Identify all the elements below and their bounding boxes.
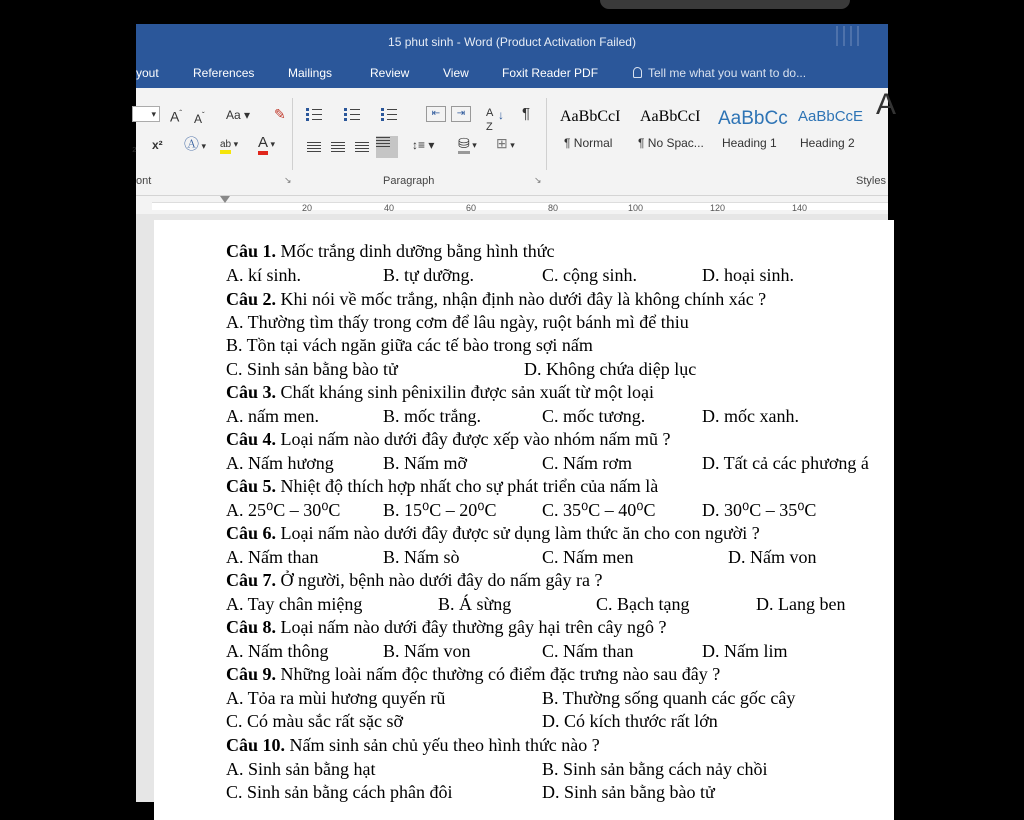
group-separator — [546, 98, 547, 170]
tab-references[interactable]: References — [193, 66, 255, 80]
tab-mailings[interactable]: Mailings — [288, 66, 333, 80]
document-area — [136, 214, 888, 802]
lightbulb-icon — [633, 67, 642, 78]
style-sample: AaBbCc — [718, 108, 788, 129]
highlight-color-icon[interactable]: ab ▾ — [220, 136, 238, 152]
ribbon-tab-bar — [136, 60, 888, 88]
ruler-mark: 60 — [466, 203, 477, 213]
sort-arrow: ↓ — [498, 108, 504, 122]
grow-font-icon[interactable]: $A^ˆ$ — [170, 108, 183, 125]
clear-formatting-icon[interactable]: ✎ — [274, 106, 286, 122]
style-name: ¶ No Spac... — [638, 136, 704, 150]
tell-me-text: Tell me what you want to do... — [648, 66, 807, 80]
chevron-down-icon: ▾ — [151, 109, 156, 119]
question-3: Câu 3. Chất kháng sinh pênixilin được sản xuất từ một loại — [226, 382, 654, 402]
justify-icon[interactable] — [376, 136, 398, 158]
shrink-font-icon[interactable]: $A^ˇ$ — [194, 111, 205, 126]
multilevel-list-icon[interactable] — [381, 107, 397, 121]
ruler-mark: 100 — [628, 203, 644, 213]
increase-indent-icon[interactable]: ⇥ — [451, 106, 471, 122]
font-dialog-launcher-icon[interactable]: ↘ — [284, 175, 292, 185]
window-title: 15 phut sinh - Word (Product Activation Failed) — [388, 35, 636, 49]
align-center-icon[interactable] — [331, 141, 347, 155]
change-case-button[interactable]: Aa ▾ — [226, 108, 251, 122]
align-left-icon[interactable] — [307, 141, 323, 155]
question-8: Câu 8. Loại nấm nào dưới đây thường gây hại trên cây ngô ? — [226, 617, 667, 637]
style-name: Heading 1 — [722, 136, 777, 150]
shading-icon[interactable]: ⛁ ▾ — [458, 136, 477, 152]
question-4: Câu 4. Loại nấm nào dưới đây được xếp vào nhóm nấm mũ ? — [226, 429, 671, 449]
align-right-icon[interactable] — [355, 141, 371, 155]
borders-icon[interactable]: ⊞ ▾ — [496, 135, 515, 151]
question-5: Câu 5. Nhiệt độ thích hợp nhất cho sự phát triển của nấm là — [226, 476, 659, 496]
question-10: Câu 10. Nấm sinh sản chủ yếu theo hình thức nào ? — [226, 735, 600, 755]
ruler-mark: 20 — [302, 203, 313, 213]
style-name: ¶ Normal — [564, 136, 613, 150]
font-group-label: ont — [136, 175, 152, 187]
ruler-mark: 80 — [548, 203, 559, 213]
styles-group-label: Styles — [856, 175, 886, 187]
indent-marker[interactable] — [220, 196, 230, 203]
tell-me-search[interactable] — [633, 66, 806, 80]
ruler-mark: 40 — [384, 203, 395, 213]
paragraph-dialog-launcher-icon[interactable]: ↘ — [534, 175, 542, 185]
style-title-partial[interactable]: A — [876, 88, 897, 121]
tab-view[interactable]: View — [443, 66, 469, 80]
superscript-button[interactable]: x² — [152, 138, 163, 152]
numbering-icon[interactable] — [344, 107, 360, 121]
question-2: Câu 2. Khi nói về mốc trắng, nhận định nào dưới đây là không chính xác ? — [226, 289, 767, 309]
tab-foxit-reader-pdf[interactable]: Foxit Reader PDF — [502, 66, 599, 80]
group-separator — [292, 98, 293, 170]
title-bar — [136, 24, 888, 60]
question-9: Câu 9. Những loài nấm độc thường có điểm đặc trưng nào sau đây ? — [226, 664, 721, 684]
style-sample: AaBbCcI — [640, 108, 701, 125]
word-window — [132, 24, 897, 802]
ribbon-group-labels — [136, 172, 888, 192]
question-6: Câu 6. Loại nấm nào dưới đây được sử dụng làm thức ăn cho con người ? — [226, 523, 760, 543]
text-effects-icon[interactable]: Ⓐ ▾ — [184, 136, 207, 153]
tab-layout[interactable]: yout — [136, 66, 159, 80]
bullets-icon[interactable] — [306, 107, 322, 121]
decrease-indent-icon[interactable]: ⇤ — [426, 106, 446, 122]
ribbon — [132, 88, 897, 196]
line-spacing-icon[interactable]: ↕≡ ▾ — [412, 138, 435, 152]
subscript-icon[interactable]: ₂ — [132, 140, 137, 154]
show-formatting-marks-button[interactable]: ¶ — [522, 105, 531, 122]
question-1: Câu 1. Mốc trắng dinh dưỡng bằng hình thức — [226, 241, 555, 261]
font-color-icon[interactable]: A ▾ — [258, 136, 275, 151]
paragraph-group-label: Paragraph — [383, 175, 435, 187]
answer-2b: B. Tồn tại vách ngăn giữa các tế bào trong sợi nấm — [226, 335, 593, 355]
ruler-strip — [152, 202, 888, 213]
horizontal-ruler[interactable] — [136, 196, 888, 214]
font-size-dropdown[interactable] — [132, 106, 160, 122]
style-sample: AaBbCcI — [560, 108, 621, 125]
ruler-mark: 120 — [710, 203, 726, 213]
window-controls[interactable] — [836, 26, 876, 48]
tab-review[interactable]: Review — [370, 66, 410, 80]
style-sample: AaBbCcE — [798, 108, 864, 125]
answer-2a: A. Thường tìm thấy trong cơm để lâu ngày, ruột bánh mì để thiu — [226, 312, 689, 332]
sort-icon[interactable]: A Z — [486, 107, 494, 133]
ruler-mark: 140 — [792, 203, 808, 213]
style-name: Heading 2 — [800, 136, 855, 150]
webcam-overlay — [600, 0, 850, 9]
document-page[interactable]: Câu 1. Mốc trắng dinh dưỡng bằng hình thức A. kí sinh. B. tự dưỡng. C. cộng sinh. D. hoại sinh. Câu 2. Khi nói về mốc trắng, nhận định nào dưới đây là không chính xác ? A. Thường tìm thấy trong cơm để lâu ngày, ruột bánh mì để thiu B. Tồn tại vách ngăn giữa các tế bào trong sợi nấm C. Sinh sản bằng bào tử D. Không chứa diệp lục Câu 3. Chất kháng sinh pênixilin được sản xuất từ một loại A. nấm men. B. mốc trắng. C. mốc tương. D. mốc xanh. Câu 4. Loại nấm nào dưới đây được xếp vào nhóm nấm mũ ? A. Nấm hương B. Nấm mỡ C. Nấm rơm D. Tất cả các phương á Câu 5. Nhiệt độ thích hợp nhất cho sự phát triển của nấm là A. 25⁰C – 30⁰C B. 15⁰C – 20⁰C C. 35⁰C – 40⁰C D. 30⁰C – 35⁰C Câu 6. Loại nấm nào dưới đây được sử dụng làm thức ăn cho con người ? A. Nấm than B. Nấm sò C. Nấm men D. Nấm von Câu 7. Ở người, bệnh nào dưới đây do nấm gây ra ? A. Tay chân miệng B. Á sừng C. Bạch tạng D. Lang ben Câu 8. Loại nấm nào dưới đây thường gây hại trên cây ngô ? A. Nấm thông B. Nấm von C. Nấm than D. Nấm lim Câu 9. Những loài nấm độc thường có điểm đặc trưng nào sau đây ? A. Tỏa ra mùi hương quyến rũ B. Thường sống quanh các gốc cây C. Có màu sắc rất sặc sỡ D. Có kích thước rất lớn Câu 10. Nấm sinh sản chủ yếu theo hình thức nào ? A. Sinh sản bằng hạt B. Sinh sản bằng cách nảy chồi C. Sinh sản bằng cách phân đôi D. Sinh sản bằng bào tử — [154, 220, 894, 820]
question-7: Câu 7. Ở người, bệnh nào dưới đây do nấm gây ra ? — [226, 570, 603, 590]
